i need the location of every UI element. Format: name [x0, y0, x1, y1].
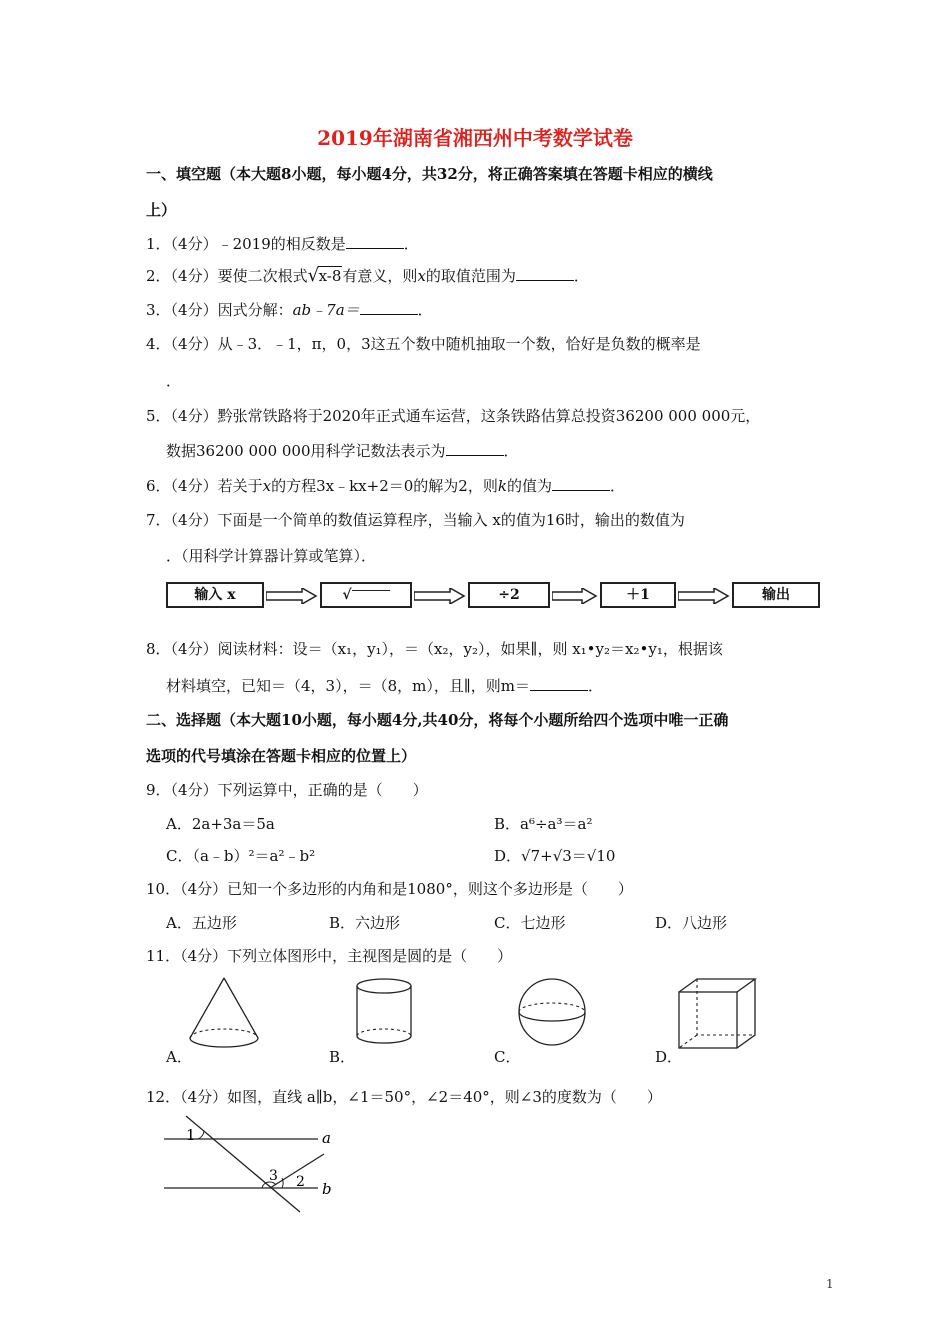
question-6: 6．（4分）若关于x的方程3x﹣kx+2＝0的解为2，则k的值为 ．: [146, 477, 625, 495]
cube-icon: [676, 976, 760, 1052]
cone-icon: [186, 976, 262, 1050]
q1-number: 1．: [146, 235, 171, 253]
question-9: 9．（4分）下列运算中，正确的是（ ）: [146, 781, 428, 799]
question-1: 1．（4分）﹣2019的相反数是 ．: [146, 235, 419, 253]
q11-option-d[interactable]: D．: [655, 1048, 683, 1066]
question-11: 11．（4分）下列立体图形中，主视图是圆的是（ ）: [146, 947, 513, 965]
q2-number: 2．: [146, 267, 171, 285]
q10-option-d[interactable]: D．八边形: [655, 914, 728, 932]
transversal-line: [186, 1116, 300, 1212]
q4-score: （4分）: [170, 335, 218, 353]
flow-arrow-icon: [678, 588, 730, 604]
question-7: 7．（4分）下面是一个简单的数值运算程序，当输入 x的值为16时，输出的数值为: [146, 511, 685, 529]
q4-line2: ．: [166, 372, 182, 390]
q10-option-c[interactable]: C．七边形: [494, 914, 566, 932]
question-2: 2．（4分）要使二次根式 √ x-8有意义，则x的取值范围为 ．: [146, 265, 589, 286]
line-b-label: b: [322, 1180, 332, 1198]
question-3: 3．（4分）因式分解：ab﹣7a＝ ．: [146, 301, 433, 319]
q3-score: （4分）: [170, 301, 218, 319]
q9-option-c[interactable]: C．（a﹣b）²＝a²﹣b²: [166, 847, 316, 865]
q12-number: 12．: [146, 1088, 181, 1106]
flow-divide-box: ÷2: [468, 582, 550, 608]
question-4: 4．（4分）从﹣3．﹣1，π，0，3这五个数中随机抽取一个数，恰好是负数的概率是: [146, 335, 701, 353]
q9-option-a[interactable]: A．2a+3a＝5a: [166, 815, 275, 833]
flow-arrow-icon: [552, 588, 598, 604]
paper-title: 2019年湖南省湘西州中考数学试卷: [317, 126, 633, 150]
q5-number: 5．: [146, 407, 171, 425]
q4-number: 4．: [146, 335, 171, 353]
q10-number: 10．: [146, 880, 181, 898]
q6-answer-blank: [552, 476, 610, 491]
parallel-lines-figure: [160, 1112, 350, 1216]
page-number: 1: [826, 1277, 834, 1291]
question-8: 8．（4分）阅读材料：设＝（x₁，y₁），＝（x₂，y₂），如果∥，则 x₁•y₂＝x₂•y₁，根据该: [146, 640, 723, 658]
line-a-label: a: [322, 1129, 331, 1147]
q10-score: （4分）: [180, 880, 228, 898]
flow-arrow-icon: [414, 588, 466, 604]
q11-number: 11．: [146, 947, 181, 965]
q5-line2: 数据36200 000 000用科学记数法表示为 ．: [166, 442, 519, 460]
q9-option-b[interactable]: B．a⁶÷a³＝a²: [494, 815, 593, 833]
q10-option-b[interactable]: B．六边形: [329, 914, 401, 932]
sphere-icon: [516, 976, 588, 1048]
q2-score: （4分）: [170, 267, 218, 285]
section2-heading: 二、选择题（本大题10小题，每小题4分,共40分，将每个小题所给四个选项中唯一正确: [146, 711, 729, 729]
q7-score: （4分）: [170, 511, 218, 529]
q1-answer-blank: [346, 234, 404, 249]
q7-number: 7．: [146, 511, 171, 529]
question-10: 10．（4分）已知一个多边形的内角和是1080°，则这个多边形是（ ）: [146, 880, 633, 898]
flow-arrow-icon: [266, 588, 318, 604]
q1-score: （4分）: [170, 235, 218, 253]
q11-option-a[interactable]: A．: [166, 1048, 192, 1066]
section2-heading-cont: 选项的代号填涂在答题卡相应的位置上）: [146, 747, 417, 765]
q8-number: 8．: [146, 640, 171, 658]
question-5: 5．（4分）黔张常铁路将于2020年正式通车运营，这条铁路估算总投资36200 000 000元，: [146, 407, 761, 425]
q1-text: ﹣2019的相反数是: [217, 235, 346, 253]
sqrt-expression: √ x-8: [307, 265, 342, 286]
q10-option-a[interactable]: A．五边形: [166, 914, 237, 932]
q3-answer-blank: [360, 300, 418, 315]
section1-heading: 一、填空题（本大题8小题，每小题4分，共32分，将正确答案填在答题卡相应的横线: [146, 165, 713, 183]
q9-option-d[interactable]: D．√7+√3＝√10: [494, 847, 616, 865]
angle-2-label: 2: [296, 1174, 305, 1190]
q5-score: （4分）: [170, 407, 218, 425]
flow-output-box: 输出: [732, 582, 820, 608]
flow-add-box: ＋1: [600, 582, 676, 608]
flow-input-box: 输入 x: [166, 582, 264, 608]
q2-answer-blank: [516, 266, 574, 281]
angle-3-label: 3: [269, 1168, 278, 1184]
q8-score: （4分）: [170, 640, 218, 658]
angle-1-label: 1: [186, 1126, 196, 1144]
program-flowchart: [166, 580, 820, 612]
q8-answer-blank: [530, 676, 588, 691]
q11-option-c[interactable]: C．: [494, 1048, 521, 1066]
q11-score: （4分）: [180, 947, 228, 965]
section1-heading-cont: 上）: [146, 201, 177, 219]
q6-number: 6．: [146, 477, 171, 495]
q9-number: 9．: [146, 781, 171, 799]
q6-score: （4分）: [170, 477, 218, 495]
q3-number: 3．: [146, 301, 171, 319]
q7-line2: ．（用科学计算器计算或笔算）．: [166, 547, 377, 565]
q8-line2: 材料填空，已知＝（4，3），＝（8，m），且∥，则m＝ ．: [166, 677, 604, 695]
q11-option-b[interactable]: B．: [329, 1048, 356, 1066]
q9-score: （4分）: [170, 781, 218, 799]
q5-answer-blank: [446, 441, 504, 456]
cylinder-icon: [352, 976, 416, 1048]
q12-score: （4分）: [180, 1088, 228, 1106]
question-12: 12．（4分）如图，直线 a∥b，∠1＝50°，∠2＝40°，则∠3的度数为（ ）: [146, 1088, 662, 1106]
flow-sqrt-box: √: [320, 582, 412, 608]
